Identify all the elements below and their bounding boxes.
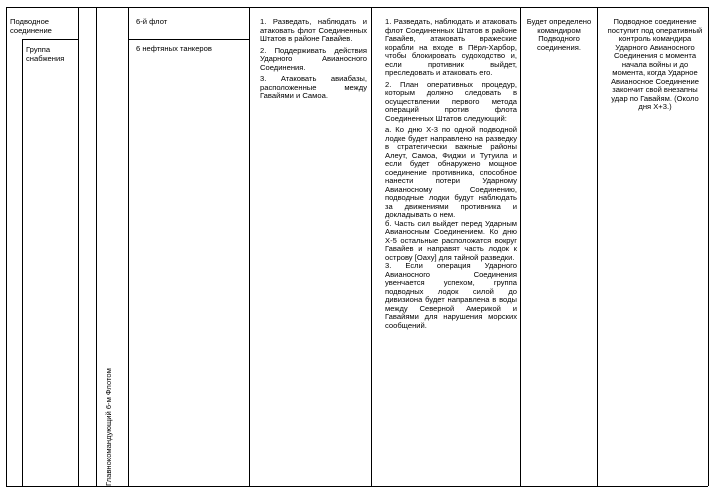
- col5-item-3: 3. Если операция Ударного Авианосного Соединения увенчается успехом, группа подводных лодок силой до дивизиона будет направлена в воды между Северной Америкой и Гавайями для нарушения морских сообщений.: [385, 261, 517, 330]
- col6-right-line: [597, 7, 598, 486]
- col4-task-3: 3. Атаковать авиабазы, расположенные между Гавайями и Самоа.: [260, 74, 367, 100]
- row-divider-col3: [128, 39, 249, 40]
- table-left-border: [6, 7, 7, 486]
- col3-right-line: [249, 7, 250, 486]
- table-right-border: [708, 7, 709, 486]
- col5-item-1: 1. Разведать, наблюдать и атаковать флот Соединенных Штатов в районе Гавайев, атаковать вражеские корабли на входе в Пёрл-Харбор, чтобы блокировать судоходство и, если противник выйдет, преследовать и атаковать его.: [385, 17, 517, 77]
- col1-left-line: [22, 39, 23, 486]
- table-top-border: [6, 7, 708, 8]
- col7-note: Подводное соединение поступит под оперативный контроль командира Ударного Авианосного Соединения с момента начала войны и до момента, когда Ударное Авианосное Соединение закончит свой внезапны удар по Гавайям. (Около дня Х+3.): [607, 17, 703, 111]
- supply-group-label: Группа снабжения: [26, 45, 65, 63]
- col4-task-1: 1. Разведать, наблюдать и атаковать флот Соединенных Штатов в районе Гавайев.: [260, 17, 367, 43]
- sixth-fleet-label: 6-й флот: [136, 17, 168, 26]
- col5-item-2: 2. План оперативных процедур, которым должно следовать в осуществлении первого метода операций против флота Соединенных Штатов следующий:: [385, 79, 517, 123]
- col2-inner-line: [96, 7, 97, 486]
- col5-right-line: [520, 7, 521, 486]
- table-bottom-border: [6, 486, 708, 487]
- col1-right-line: [78, 7, 79, 486]
- col4-tasks: [260, 18, 367, 104]
- col5-plan: [385, 18, 517, 330]
- col4-right-line: [371, 7, 372, 486]
- col6-note: Будет определено командиром Подводного соединения.: [526, 17, 592, 52]
- col2-right-line: [128, 7, 129, 486]
- tankers-label: 6 нефтяных танкеров: [136, 44, 212, 53]
- submarine-force-label: Подводное соединение: [10, 17, 52, 35]
- col4-task-2: 2. Поддерживать действия Ударного Авианосного Соединения.: [260, 45, 367, 72]
- col5-item-b: б. Часть сил выйдет перед Ударным Авианосным Соединением. Ко дню Х-5 остальные расположатся вокруг Гавайев и направят часть лодок к острову [Оаху] для тайной разведки.: [385, 218, 517, 262]
- row-divider-col1: [22, 39, 78, 40]
- col5-item-a: а. Ко дню Х-3 по одной подводной лодке будет направлено на разведку в стратегически важные районы Алеут, Самоа, Фиджи и Тутуила и если будет обнаружено мощное соединение противника, способное нанести потери Ударному Авианосному Соединению, подводные лодки будут наблюдать за движениями противника и докладывать о нем.: [385, 125, 517, 219]
- commander-6th-fleet-label: Главнокомандующий 6-м Флотом: [104, 368, 113, 486]
